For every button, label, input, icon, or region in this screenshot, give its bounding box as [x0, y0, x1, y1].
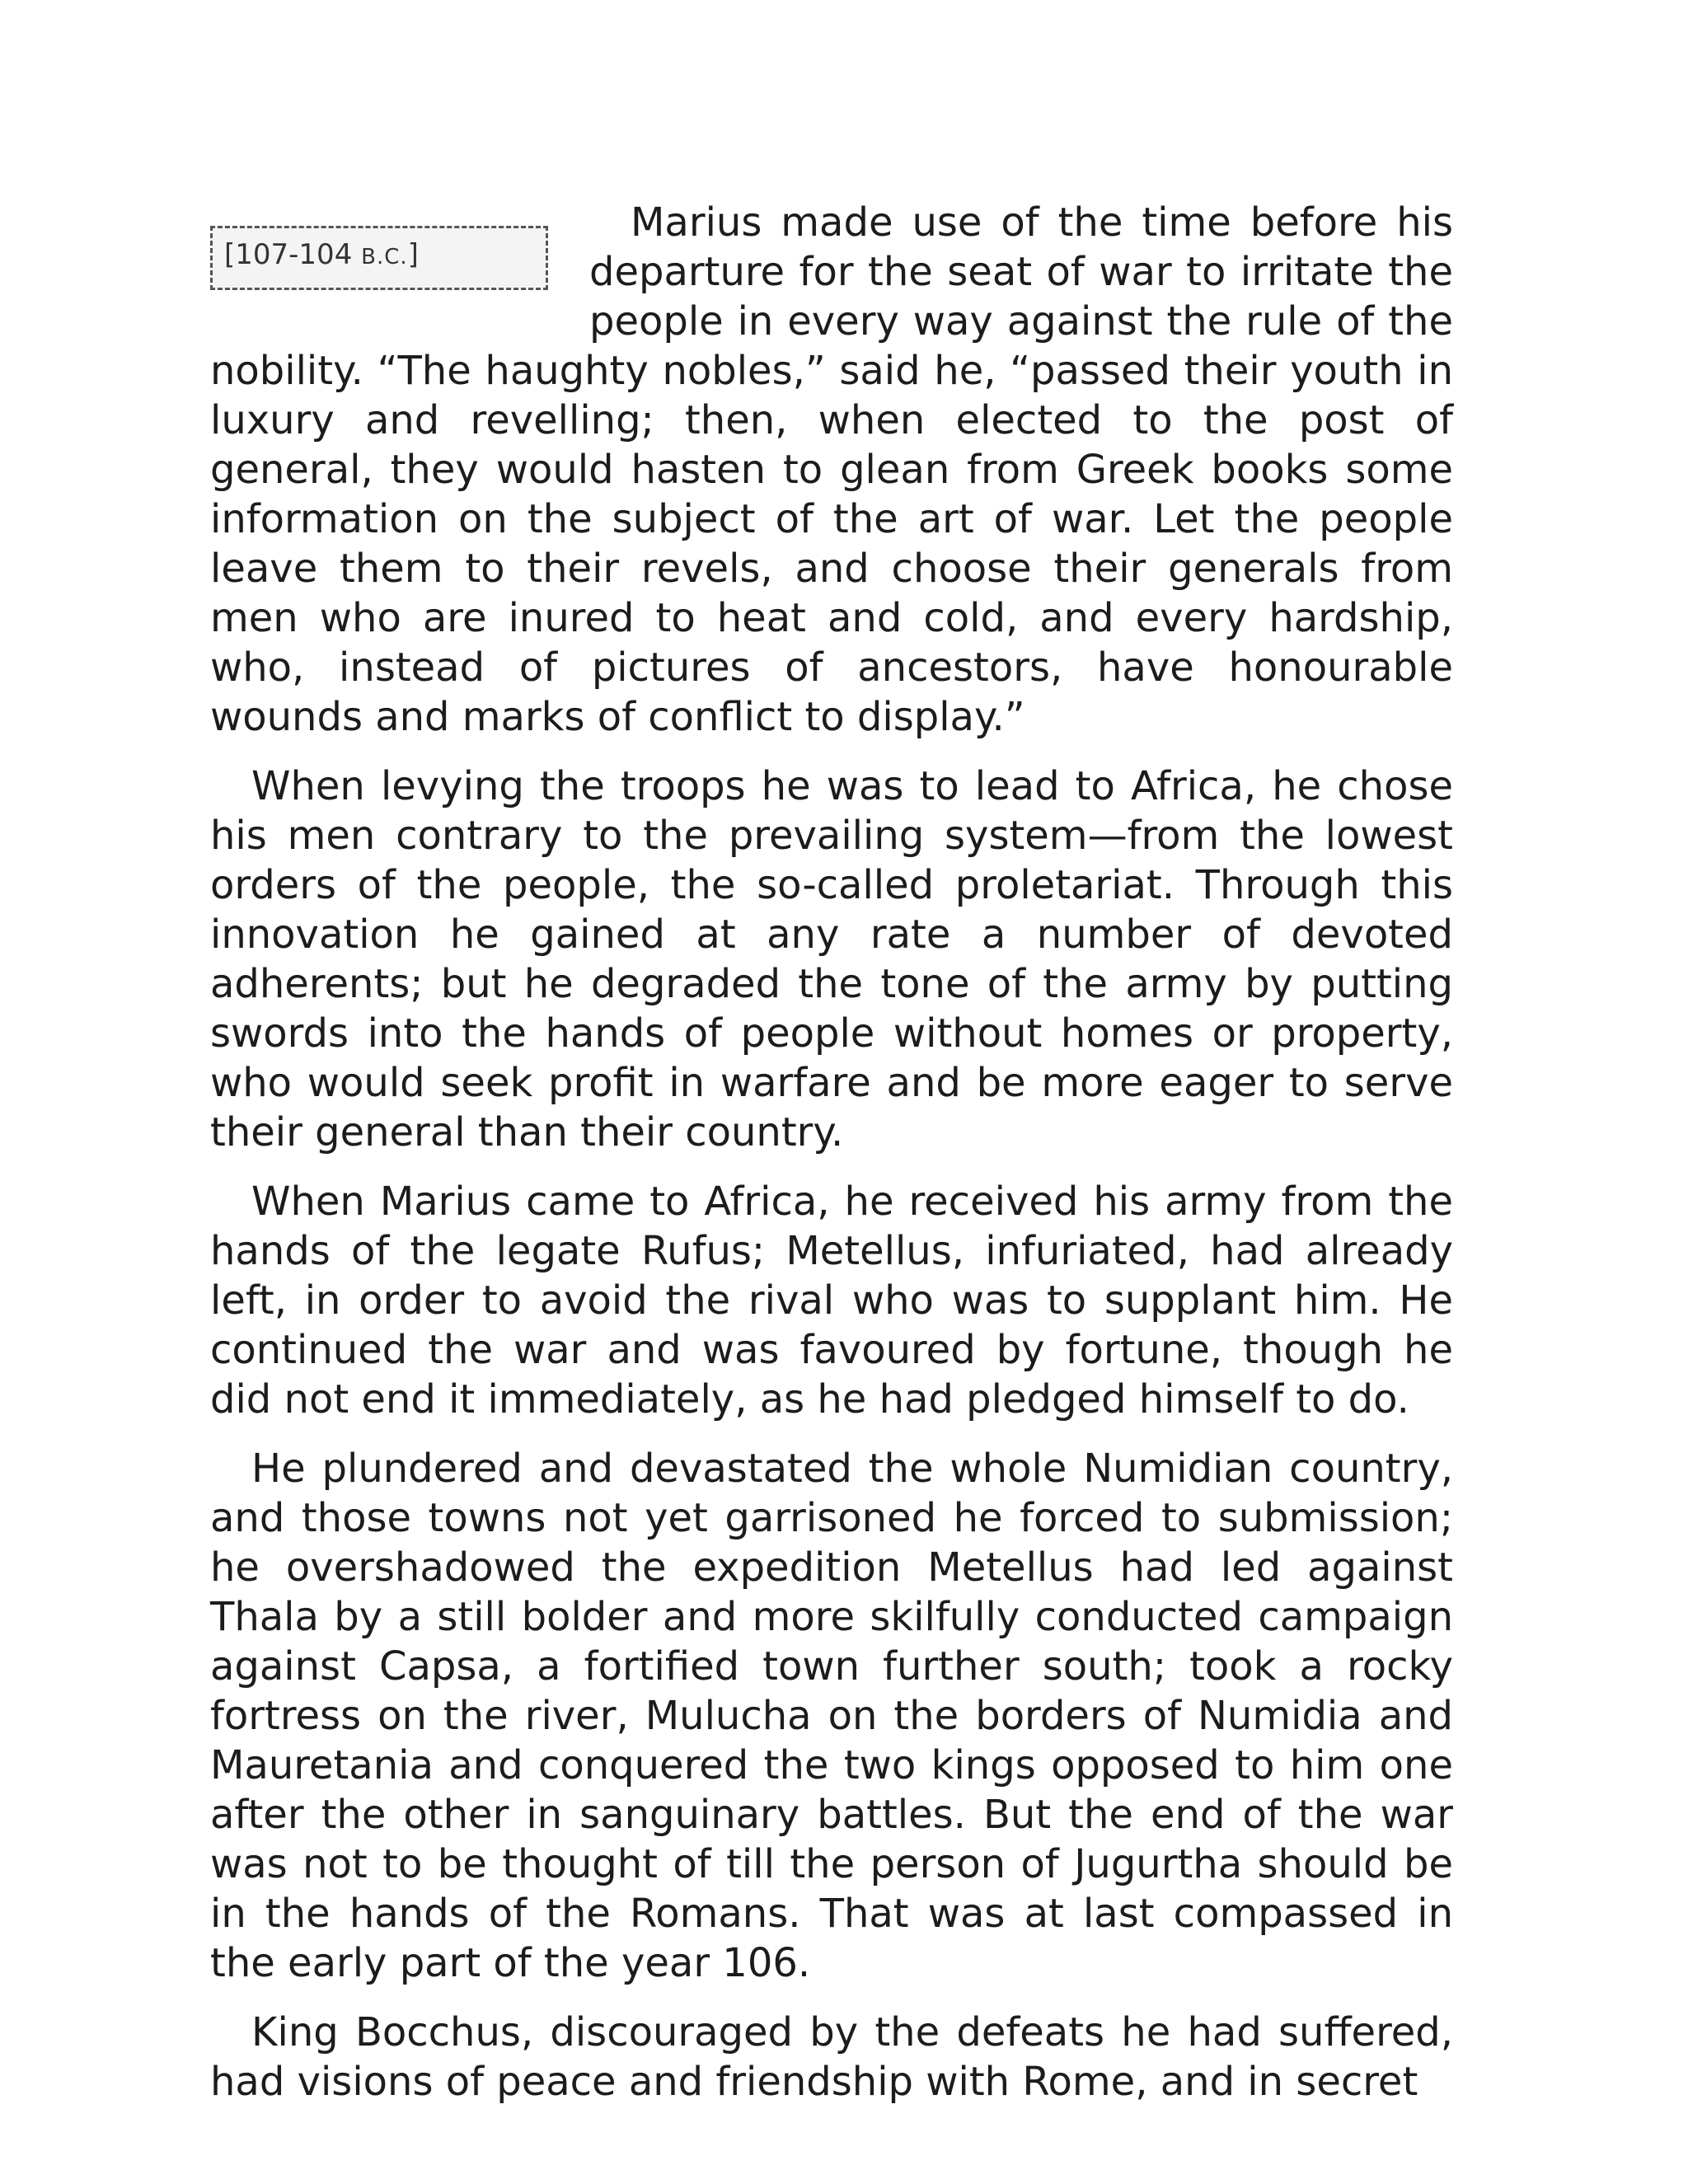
sidenote-bracket-open: [ — [224, 238, 236, 271]
page-body — [210, 198, 1453, 2126]
sidenote-years: 107-104 — [235, 238, 362, 271]
date-sidenote — [210, 226, 548, 290]
sidenote-era: B.C. — [361, 245, 408, 269]
paragraph-5: King Bocchus, discouraged by the defeats he had suffered, had visions of peace and friendship with Rome, and in secret — [210, 2009, 1453, 2105]
paragraph-4: He plundered and devastated the whole Numidian country, and those towns not yet garrisoned he forced to submission; he overshadowed the expedition Metellus had led against Thala by a still bolder and more skilfully conducted campaign against Capsa, a fortified town further south; took a rocky fortress on the river, Mulucha on the borders of Numidia and Mauretania and conquered the two kings opposed to him one after the other in sanguinary battles. But the end of the war was not to be thought of till the person of Jugurtha should be in the hands of the Romans. That was at last compassed in the early part of the year 106. — [210, 1446, 1453, 1986]
sidenote-bracket-close: ] — [407, 238, 419, 271]
paragraph-1: Marius made use of the time before his departure for the seat of war to irritate the people in every way against the rule of the nobility. “The haughty nobles,” said he, “passed their youth in luxury and revelling; then, when elected to the post of general, they would hasten to glean from Greek books some information on the subject of the art of war. Let the people leave them to their revels, and choose their generals from men who are inured to heat and cold, and every hardship, who, instead of pictures of ancestors, have honourable wounds and marks of conflict to display.” — [210, 199, 1453, 740]
paragraph-3: When Marius came to Africa, he received his army from the hands of the legate Rufus; Metellus, infuriated, had already left, in order to avoid the rival who was to supplant him. He continued the war and was favoured by fortune, though he did not end it immediately, as he had pledged himself to do. — [210, 1179, 1453, 1422]
paragraph-2: When levying the troops he was to lead to Africa, he chose his men contrary to the prevailing system—from the lowest orders of the people, the so-called proletariat. Through this innovation he gained at any rate a number of devoted adherents; but he degraded the tone of the army by putting swords into the hands of people without homes or property, who would seek profit in warfare and be more eager to serve their general than their country. — [210, 763, 1453, 1155]
